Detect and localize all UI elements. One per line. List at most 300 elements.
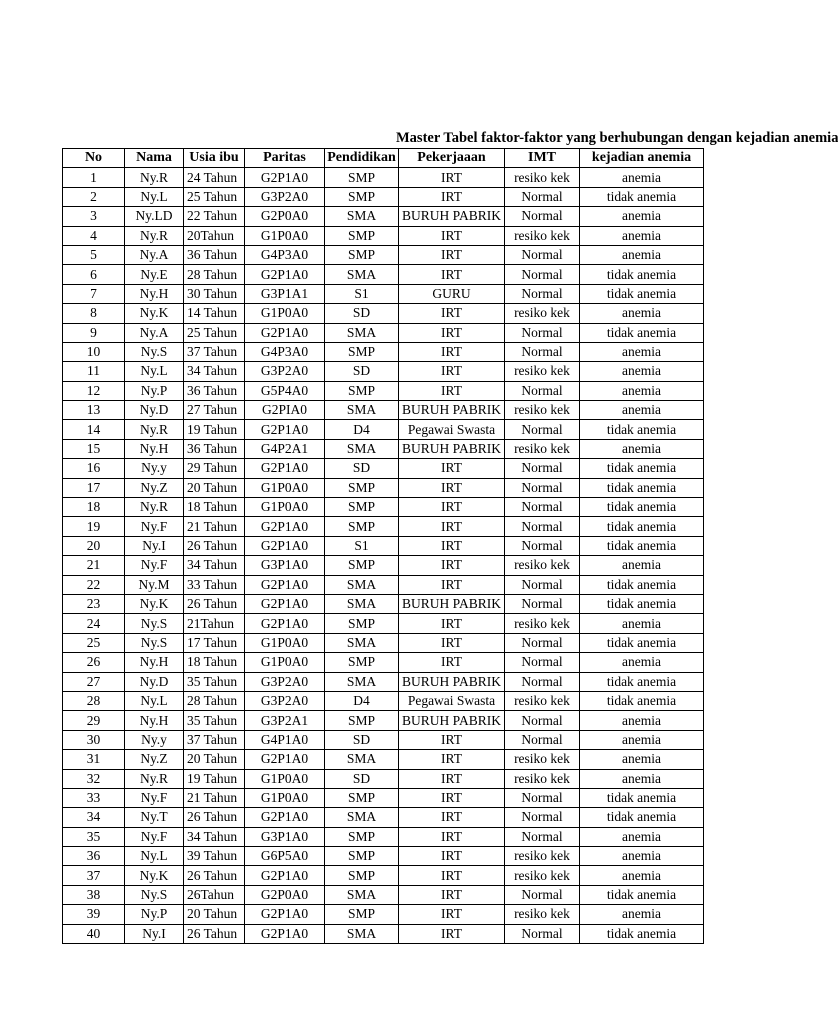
cell-paritas: G1P0A0 [245, 653, 325, 672]
table-row [63, 168, 704, 187]
table-row [63, 420, 704, 439]
cell-pekerjaan: IRT [399, 788, 505, 807]
cell-imt: resiko kek [505, 866, 580, 885]
cell-kejadian-anemia: tidak anemia [580, 323, 704, 342]
cell-paritas: G4P3A0 [245, 245, 325, 264]
cell-nama: Ny.L [125, 187, 184, 206]
table-row [63, 401, 704, 420]
cell-pekerjaan: IRT [399, 633, 505, 652]
cell-pekerjaan: IRT [399, 362, 505, 381]
cell-kejadian-anemia: tidak anemia [580, 691, 704, 710]
cell-nama: Ny.LD [125, 207, 184, 226]
cell-nama: Ny.F [125, 788, 184, 807]
cell-usia-ibu: 37 Tahun [184, 730, 245, 749]
table-row [63, 594, 704, 613]
cell-no: 33 [63, 788, 125, 807]
cell-imt: Normal [505, 575, 580, 594]
cell-imt: Normal [505, 730, 580, 749]
cell-imt: resiko kek [505, 439, 580, 458]
cell-pekerjaan: IRT [399, 575, 505, 594]
cell-kejadian-anemia: anemia [580, 711, 704, 730]
cell-no: 39 [63, 905, 125, 924]
table-row [63, 381, 704, 400]
cell-pendidikan: S1 [325, 536, 399, 555]
cell-pendidikan: SMP [325, 614, 399, 633]
cell-pendidikan: SMA [325, 594, 399, 613]
table-row [63, 187, 704, 206]
cell-nama: Ny.H [125, 284, 184, 303]
cell-pekerjaan: IRT [399, 187, 505, 206]
cell-usia-ibu: 36 Tahun [184, 439, 245, 458]
cell-pekerjaan: Pegawai Swasta [399, 420, 505, 439]
cell-paritas: G2P1A0 [245, 905, 325, 924]
cell-paritas: G4P1A0 [245, 730, 325, 749]
cell-no: 1 [63, 168, 125, 187]
table-row [63, 498, 704, 517]
cell-imt: Normal [505, 284, 580, 303]
cell-paritas: G4P3A0 [245, 342, 325, 361]
cell-usia-ibu: 20Tahun [184, 226, 245, 245]
cell-usia-ibu: 25 Tahun [184, 323, 245, 342]
cell-paritas: G6P5A0 [245, 847, 325, 866]
cell-pendidikan: SMP [325, 827, 399, 846]
cell-nama: Ny.R [125, 420, 184, 439]
cell-pendidikan: SMA [325, 439, 399, 458]
cell-usia-ibu: 28 Tahun [184, 691, 245, 710]
cell-pendidikan: SMP [325, 226, 399, 245]
cell-kejadian-anemia: tidak anemia [580, 808, 704, 827]
table-row [63, 769, 704, 788]
cell-pekerjaan: IRT [399, 517, 505, 536]
cell-pendidikan: SMA [325, 265, 399, 284]
cell-pendidikan: SMP [325, 711, 399, 730]
cell-imt: resiko kek [505, 556, 580, 575]
cell-imt: Normal [505, 478, 580, 497]
cell-imt: Normal [505, 594, 580, 613]
cell-imt: Normal [505, 187, 580, 206]
cell-imt: resiko kek [505, 304, 580, 323]
cell-usia-ibu: 22 Tahun [184, 207, 245, 226]
cell-nama: Ny.S [125, 633, 184, 652]
table-row [63, 575, 704, 594]
table-row [63, 556, 704, 575]
cell-pekerjaan: BURUH PABRIK [399, 439, 505, 458]
cell-paritas: G2P1A0 [245, 420, 325, 439]
cell-no: 3 [63, 207, 125, 226]
cell-kejadian-anemia: anemia [580, 827, 704, 846]
cell-no: 14 [63, 420, 125, 439]
cell-nama: Ny.P [125, 381, 184, 400]
cell-nama: Ny.D [125, 672, 184, 691]
cell-pendidikan: SMP [325, 498, 399, 517]
cell-paritas: G2P1A0 [245, 323, 325, 342]
cell-paritas: G3P2A0 [245, 691, 325, 710]
cell-no: 36 [63, 847, 125, 866]
cell-kejadian-anemia: anemia [580, 401, 704, 420]
table-row [63, 750, 704, 769]
cell-usia-ibu: 26 Tahun [184, 808, 245, 827]
cell-usia-ibu: 21 Tahun [184, 788, 245, 807]
cell-nama: Ny.L [125, 847, 184, 866]
cell-kejadian-anemia: anemia [580, 304, 704, 323]
cell-nama: Ny.K [125, 304, 184, 323]
cell-nama: Ny.T [125, 808, 184, 827]
cell-paritas: G5P4A0 [245, 381, 325, 400]
cell-usia-ibu: 28 Tahun [184, 265, 245, 284]
cell-imt: resiko kek [505, 362, 580, 381]
table-row [63, 691, 704, 710]
cell-usia-ibu: 34 Tahun [184, 827, 245, 846]
cell-paritas: G3P1A0 [245, 827, 325, 846]
cell-kejadian-anemia: anemia [580, 362, 704, 381]
cell-usia-ibu: 24 Tahun [184, 168, 245, 187]
cell-kejadian-anemia: anemia [580, 769, 704, 788]
cell-pendidikan: SD [325, 362, 399, 381]
cell-pendidikan: SMA [325, 633, 399, 652]
cell-paritas: G3P2A1 [245, 711, 325, 730]
cell-no: 27 [63, 672, 125, 691]
table-row [63, 653, 704, 672]
cell-pendidikan: SMA [325, 808, 399, 827]
cell-no: 23 [63, 594, 125, 613]
table-row [63, 847, 704, 866]
table-row [63, 808, 704, 827]
cell-pekerjaan: IRT [399, 847, 505, 866]
cell-usia-ibu: 36 Tahun [184, 245, 245, 264]
cell-pendidikan: SMP [325, 905, 399, 924]
cell-no: 35 [63, 827, 125, 846]
cell-imt: resiko kek [505, 847, 580, 866]
cell-kejadian-anemia: tidak anemia [580, 536, 704, 555]
cell-kejadian-anemia: anemia [580, 381, 704, 400]
cell-usia-ibu: 29 Tahun [184, 459, 245, 478]
cell-pekerjaan: IRT [399, 808, 505, 827]
cell-kejadian-anemia: tidak anemia [580, 498, 704, 517]
cell-pekerjaan: BURUH PABRIK [399, 401, 505, 420]
cell-nama: Ny.Z [125, 750, 184, 769]
cell-paritas: G2P1A0 [245, 750, 325, 769]
cell-pekerjaan: IRT [399, 866, 505, 885]
table-row [63, 478, 704, 497]
cell-pekerjaan: BURUH PABRIK [399, 711, 505, 730]
cell-kejadian-anemia: tidak anemia [580, 885, 704, 904]
cell-no: 20 [63, 536, 125, 555]
column-header-pekerjaan: Pekerjaaan [399, 149, 505, 168]
cell-pekerjaan: IRT [399, 769, 505, 788]
table-row [63, 614, 704, 633]
cell-imt: resiko kek [505, 905, 580, 924]
cell-kejadian-anemia: anemia [580, 614, 704, 633]
cell-pekerjaan: IRT [399, 885, 505, 904]
table-row [63, 226, 704, 245]
cell-paritas: G2P1A0 [245, 924, 325, 943]
cell-no: 15 [63, 439, 125, 458]
cell-paritas: G2P1A0 [245, 866, 325, 885]
cell-pekerjaan: Pegawai Swasta [399, 691, 505, 710]
column-header-imt: IMT [505, 149, 580, 168]
cell-pekerjaan: IRT [399, 498, 505, 517]
table-row [63, 323, 704, 342]
cell-paritas: G2P1A0 [245, 808, 325, 827]
cell-paritas: G1P0A0 [245, 304, 325, 323]
cell-usia-ibu: 35 Tahun [184, 711, 245, 730]
cell-pendidikan: SD [325, 459, 399, 478]
cell-kejadian-anemia: tidak anemia [580, 672, 704, 691]
cell-pekerjaan: IRT [399, 750, 505, 769]
cell-pendidikan: SMA [325, 672, 399, 691]
column-header-pendidikan: Pendidikan [325, 149, 399, 168]
cell-imt: Normal [505, 885, 580, 904]
cell-pendidikan: SMP [325, 478, 399, 497]
cell-usia-ibu: 21 Tahun [184, 517, 245, 536]
cell-nama: Ny.Z [125, 478, 184, 497]
cell-pekerjaan: GURU [399, 284, 505, 303]
cell-nama: Ny.D [125, 401, 184, 420]
cell-nama: Ny.L [125, 691, 184, 710]
cell-paritas: G2PIA0 [245, 401, 325, 420]
cell-pekerjaan: IRT [399, 304, 505, 323]
cell-pekerjaan: IRT [399, 478, 505, 497]
table-row [63, 265, 704, 284]
cell-no: 12 [63, 381, 125, 400]
cell-usia-ibu: 26 Tahun [184, 536, 245, 555]
cell-pekerjaan: IRT [399, 924, 505, 943]
cell-paritas: G3P2A0 [245, 672, 325, 691]
header-row [63, 149, 704, 168]
cell-pendidikan: SMA [325, 750, 399, 769]
cell-paritas: G1P0A0 [245, 633, 325, 652]
cell-usia-ibu: 26Tahun [184, 885, 245, 904]
cell-nama: Ny.A [125, 245, 184, 264]
cell-usia-ibu: 26 Tahun [184, 594, 245, 613]
cell-no: 22 [63, 575, 125, 594]
cell-imt: Normal [505, 653, 580, 672]
cell-kejadian-anemia: anemia [580, 730, 704, 749]
cell-pendidikan: SMP [325, 342, 399, 361]
cell-kejadian-anemia: tidak anemia [580, 594, 704, 613]
cell-kejadian-anemia: anemia [580, 207, 704, 226]
cell-pekerjaan: IRT [399, 245, 505, 264]
cell-imt: resiko kek [505, 614, 580, 633]
cell-imt: Normal [505, 827, 580, 846]
cell-pekerjaan: IRT [399, 653, 505, 672]
cell-kejadian-anemia: tidak anemia [580, 284, 704, 303]
table-row [63, 633, 704, 652]
cell-imt: Normal [505, 342, 580, 361]
cell-pekerjaan: IRT [399, 226, 505, 245]
cell-no: 6 [63, 265, 125, 284]
cell-imt: Normal [505, 536, 580, 555]
cell-paritas: G3P2A0 [245, 362, 325, 381]
cell-usia-ibu: 18 Tahun [184, 498, 245, 517]
cell-nama: Ny.R [125, 769, 184, 788]
table-row [63, 711, 704, 730]
cell-pekerjaan: IRT [399, 827, 505, 846]
table-row [63, 284, 704, 303]
cell-kejadian-anemia: tidak anemia [580, 517, 704, 536]
cell-no: 2 [63, 187, 125, 206]
cell-usia-ibu: 25 Tahun [184, 187, 245, 206]
cell-nama: Ny.L [125, 362, 184, 381]
cell-pendidikan: SD [325, 730, 399, 749]
master-table [62, 148, 704, 944]
cell-nama: Ny.H [125, 711, 184, 730]
cell-pendidikan: SMA [325, 401, 399, 420]
cell-no: 31 [63, 750, 125, 769]
cell-no: 13 [63, 401, 125, 420]
cell-imt: Normal [505, 788, 580, 807]
table-row [63, 517, 704, 536]
cell-usia-ibu: 14 Tahun [184, 304, 245, 323]
cell-no: 7 [63, 284, 125, 303]
cell-paritas: G1P0A0 [245, 498, 325, 517]
cell-kejadian-anemia: anemia [580, 556, 704, 575]
cell-usia-ibu: 19 Tahun [184, 769, 245, 788]
cell-usia-ibu: 26 Tahun [184, 866, 245, 885]
column-header-usia-ibu: Usia ibu [184, 149, 245, 168]
cell-no: 28 [63, 691, 125, 710]
table-title: Master Tabel faktor-faktor yang berhubungan dengan kejadian anemia [396, 130, 838, 146]
cell-nama: Ny.S [125, 342, 184, 361]
cell-pendidikan: SMP [325, 866, 399, 885]
cell-pekerjaan: IRT [399, 905, 505, 924]
cell-paritas: G2P1A0 [245, 575, 325, 594]
column-header-kejadian-anemia: kejadian anemia [580, 149, 704, 168]
cell-kejadian-anemia: anemia [580, 168, 704, 187]
cell-imt: Normal [505, 207, 580, 226]
cell-kejadian-anemia: tidak anemia [580, 420, 704, 439]
cell-nama: Ny.y [125, 459, 184, 478]
cell-imt: Normal [505, 420, 580, 439]
table-row [63, 730, 704, 749]
cell-no: 25 [63, 633, 125, 652]
cell-kejadian-anemia: tidak anemia [580, 265, 704, 284]
cell-imt: Normal [505, 633, 580, 652]
cell-imt: resiko kek [505, 691, 580, 710]
cell-kejadian-anemia: anemia [580, 439, 704, 458]
cell-nama: Ny.R [125, 226, 184, 245]
cell-pendidikan: SMP [325, 517, 399, 536]
cell-paritas: G1P0A0 [245, 769, 325, 788]
cell-no: 19 [63, 517, 125, 536]
cell-pekerjaan: IRT [399, 323, 505, 342]
cell-kejadian-anemia: anemia [580, 342, 704, 361]
cell-paritas: G2P1A0 [245, 459, 325, 478]
cell-pekerjaan: IRT [399, 265, 505, 284]
cell-no: 16 [63, 459, 125, 478]
cell-paritas: G2P1A0 [245, 168, 325, 187]
cell-pekerjaan: BURUH PABRIK [399, 672, 505, 691]
cell-nama: Ny.y [125, 730, 184, 749]
cell-nama: Ny.F [125, 517, 184, 536]
table-row [63, 362, 704, 381]
cell-nama: Ny.H [125, 653, 184, 672]
column-header-no: No [63, 149, 125, 168]
cell-paritas: G1P0A0 [245, 788, 325, 807]
cell-pendidikan: SMP [325, 381, 399, 400]
cell-kejadian-anemia: anemia [580, 226, 704, 245]
cell-usia-ibu: 18 Tahun [184, 653, 245, 672]
cell-imt: resiko kek [505, 750, 580, 769]
cell-nama: Ny.E [125, 265, 184, 284]
cell-nama: Ny.S [125, 885, 184, 904]
cell-pekerjaan: BURUH PABRIK [399, 594, 505, 613]
cell-kejadian-anemia: anemia [580, 866, 704, 885]
cell-pendidikan: SMP [325, 168, 399, 187]
cell-usia-ibu: 26 Tahun [184, 924, 245, 943]
cell-kejadian-anemia: tidak anemia [580, 788, 704, 807]
cell-imt: resiko kek [505, 168, 580, 187]
cell-usia-ibu: 17 Tahun [184, 633, 245, 652]
cell-pekerjaan: IRT [399, 556, 505, 575]
cell-paritas: G2P0A0 [245, 207, 325, 226]
cell-imt: Normal [505, 711, 580, 730]
table-row [63, 207, 704, 226]
cell-usia-ibu: 30 Tahun [184, 284, 245, 303]
cell-usia-ibu: 33 Tahun [184, 575, 245, 594]
cell-imt: Normal [505, 672, 580, 691]
cell-imt: Normal [505, 381, 580, 400]
cell-imt: resiko kek [505, 226, 580, 245]
table-row [63, 866, 704, 885]
cell-pendidikan: SMA [325, 924, 399, 943]
cell-kejadian-anemia: anemia [580, 750, 704, 769]
cell-no: 10 [63, 342, 125, 361]
cell-nama: Ny.I [125, 536, 184, 555]
table-row [63, 536, 704, 555]
cell-nama: Ny.F [125, 556, 184, 575]
cell-kejadian-anemia: anemia [580, 245, 704, 264]
cell-nama: Ny.A [125, 323, 184, 342]
cell-pendidikan: SD [325, 304, 399, 323]
cell-pendidikan: D4 [325, 420, 399, 439]
cell-pendidikan: SMA [325, 207, 399, 226]
cell-imt: Normal [505, 245, 580, 264]
table-row [63, 245, 704, 264]
cell-no: 5 [63, 245, 125, 264]
cell-no: 24 [63, 614, 125, 633]
cell-nama: Ny.F [125, 827, 184, 846]
cell-usia-ibu: 20 Tahun [184, 750, 245, 769]
cell-imt: Normal [505, 924, 580, 943]
cell-nama: Ny.H [125, 439, 184, 458]
cell-pendidikan: SMA [325, 323, 399, 342]
cell-nama: Ny.M [125, 575, 184, 594]
cell-no: 37 [63, 866, 125, 885]
cell-nama: Ny.R [125, 498, 184, 517]
cell-no: 21 [63, 556, 125, 575]
cell-imt: resiko kek [505, 769, 580, 788]
cell-no: 38 [63, 885, 125, 904]
cell-imt: Normal [505, 265, 580, 284]
cell-paritas: G2P1A0 [245, 614, 325, 633]
cell-imt: Normal [505, 808, 580, 827]
cell-usia-ibu: 19 Tahun [184, 420, 245, 439]
table-row [63, 439, 704, 458]
cell-pekerjaan: BURUH PABRIK [399, 207, 505, 226]
cell-no: 18 [63, 498, 125, 517]
cell-kejadian-anemia: tidak anemia [580, 633, 704, 652]
cell-pendidikan: SMP [325, 556, 399, 575]
cell-pendidikan: D4 [325, 691, 399, 710]
cell-nama: Ny.R [125, 168, 184, 187]
cell-pendidikan: SMP [325, 653, 399, 672]
cell-paritas: G3P1A1 [245, 284, 325, 303]
cell-paritas: G2P1A0 [245, 594, 325, 613]
cell-kejadian-anemia: tidak anemia [580, 459, 704, 478]
cell-pendidikan: S1 [325, 284, 399, 303]
cell-kejadian-anemia: tidak anemia [580, 924, 704, 943]
